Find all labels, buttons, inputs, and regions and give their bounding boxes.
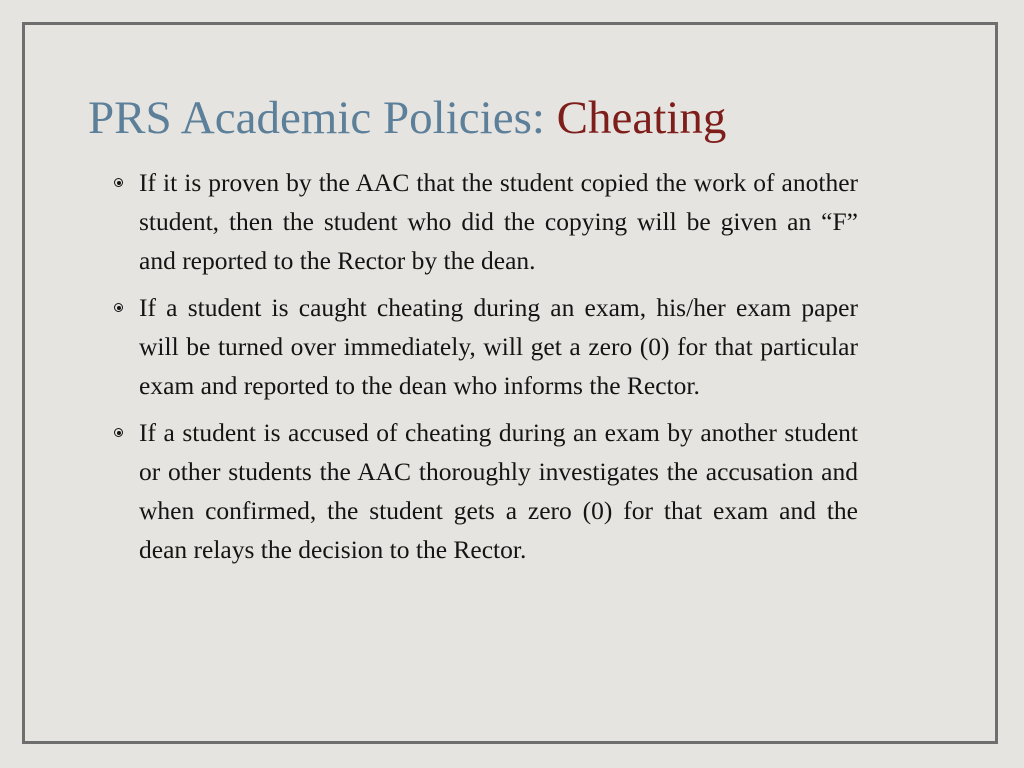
bullet-point-icon [114, 428, 123, 437]
title-accent-text: Cheating [556, 92, 727, 144]
bullet-item-caught-cheating [112, 288, 858, 405]
bullet-point-icon [114, 303, 123, 312]
bullet-item-accused-cheating [112, 413, 858, 569]
bullet-text: If it is proven by the AAC that the student copied the work of another student, then the student who did the copying will be given an “F” and reported to the Rector by the dean. [139, 168, 858, 275]
title-main-text: PRS Academic Policies: [88, 92, 557, 144]
bullet-point-icon [114, 178, 123, 187]
bullet-text: If a student is caught cheating during an exam, his/her exam paper will be turned over immediately, will get a zero (0) for that particular exam and reported to the dean who informs the Rector. [139, 293, 858, 400]
bullet-item-copying [112, 163, 858, 280]
bullet-list [112, 163, 858, 577]
slide-title [88, 88, 726, 148]
bullet-text: If a student is accused of cheating during an exam by another student or other students the AAC thoroughly investigates the accusation and when confirmed, the student gets a zero (0) for that exam and the dean relays the decision to the Rector. [139, 418, 858, 564]
